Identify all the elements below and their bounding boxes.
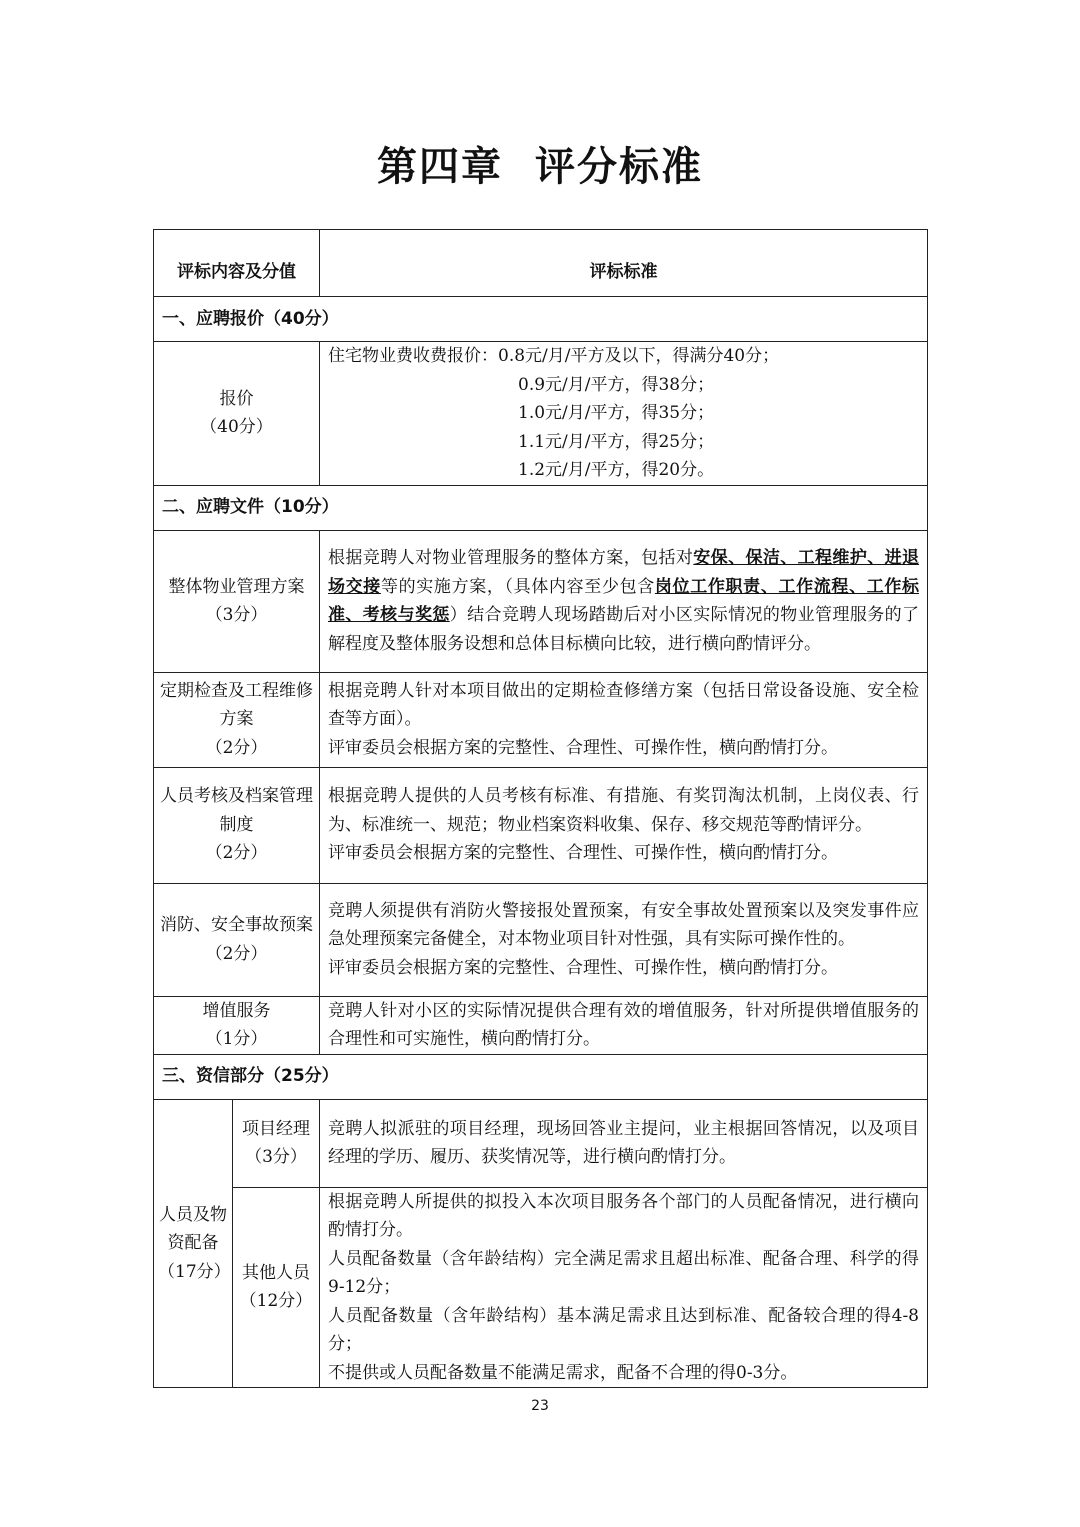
criteria-emphasis: 安保、保洁、工程维护、进退场交接: [328, 548, 920, 597]
label-score: （3分）: [245, 1147, 307, 1167]
criteria-text: 人员配备数量（含年龄结构）基本满足需求且达到标准、配备较合理的得4-8分；: [328, 1305, 919, 1354]
table-row: [154, 996, 928, 1054]
section-row: [154, 297, 928, 342]
criteria-text: 评审委员会根据方案的完整性、合理性、可操作性，横向酌情打分。: [328, 843, 838, 864]
criteria-text: 评审委员会根据方案的完整性、合理性、可操作性，横向酌情打分。: [328, 737, 838, 758]
table-row: [154, 1187, 928, 1388]
page-title: 第四章 评分标准: [377, 144, 703, 190]
criteria-inspection: [320, 672, 928, 767]
criteria-text: 竞聘人须提供有消防火警接报处置预案，有安全事故处置预案以及突发事件应急处理预案完备健全，对本物业项目针对性强，具有实际可操作性的。: [328, 900, 919, 950]
criteria-text: 竞聘人针对小区的实际情况提供合理有效的增值服务，针对所提供增值服务的合理性和可实施性，横向酌情打分。: [328, 1000, 919, 1049]
label-score: （12分）: [239, 1291, 313, 1312]
label-score: （17分）: [158, 1261, 231, 1282]
criteria-text: 评审委员会根据方案的完整性、合理性、可操作性，横向酌情打分。: [328, 957, 838, 978]
criteria-text: 等的实施方案，（具体内容至少包含: [380, 576, 655, 597]
section-title-docs: 二、应聘文件（10分）: [154, 485, 928, 530]
label-score: （3分）: [205, 605, 268, 625]
price-line: 1.2元/月/平方，得20分。: [518, 460, 715, 480]
criteria-text: 竞聘人拟派驻的项目经理，现场回答业主提问，业主根据回答情况，以及项目经理的学历、履历、获奖情况等，进行横向酌情打分。: [328, 1118, 919, 1167]
criteria-text: 人员配备数量（含年龄结构）完全满足需求且超出标准、配备合理、科学的得9-12分；: [328, 1248, 919, 1297]
criteria-emergency-plan: [320, 883, 928, 996]
criteria-text: 根据竞聘人所提供的拟投入本次项目服务各个部门的人员配备情况，进行横向酌情打分。: [328, 1191, 919, 1240]
price-line: 住宅物业费收费报价：0.8元/月/平方及以下，得满分40分；: [328, 346, 780, 366]
label-text: 人员考核及档案管理制度: [160, 786, 313, 835]
criteria-price: [320, 342, 928, 486]
criteria-overall-plan: [320, 530, 928, 672]
label-text: 增值服务: [202, 1000, 271, 1021]
row-label-other-staff: [233, 1187, 320, 1388]
table-row: [154, 883, 928, 996]
criteria-other-staff: [320, 1187, 928, 1388]
row-label-staff-assessment: [154, 767, 320, 883]
label-score: （2分）: [205, 943, 268, 964]
row-label-project-manager: [233, 1099, 320, 1187]
section-title-credentials: 三、资信部分（25分）: [154, 1054, 928, 1099]
row-label-emergency-plan: [154, 883, 320, 996]
criteria-text: 不提供或人员配备数量不能满足需求，配备不合理的得0-3分。: [328, 1362, 798, 1383]
header-criteria: 评标标准: [320, 230, 928, 297]
row-label-price: [154, 342, 320, 486]
label-text: 整体物业管理方案: [168, 576, 305, 597]
price-line: 0.9元/月/平方，得38分；: [518, 374, 715, 395]
label-score: （40分）: [200, 417, 273, 438]
section-row: [154, 1054, 928, 1099]
price-line: 1.0元/月/平方，得35分；: [518, 403, 715, 423]
table-row: [154, 767, 928, 883]
row-label-staff-group: [154, 1099, 233, 1388]
row-label-inspection: [154, 672, 320, 767]
page-number: 23: [531, 1398, 549, 1414]
label-text: 报价: [219, 388, 254, 409]
label-text: 其他人员: [242, 1262, 310, 1283]
row-label-overall-plan: [154, 530, 320, 672]
table-row: [154, 530, 928, 672]
label-score: （1分）: [205, 1029, 268, 1049]
label-text: 消防、安全事故预案: [160, 915, 313, 935]
criteria-project-manager: [320, 1099, 928, 1187]
criteria-value-added: [320, 996, 928, 1054]
header-content-score: 评标内容及分值: [154, 230, 320, 297]
table-row: [154, 342, 928, 486]
criteria-staff-assessment: [320, 767, 928, 883]
scoring-table: [153, 229, 928, 1388]
label-score: （2分）: [205, 737, 268, 758]
criteria-text: 根据竞聘人提供的人员考核有标准、有措施、有奖罚淘汰机制，上岗仪表、行为、标准统一、规范；物业档案资料收集、保存、移交规范等酌情评分。: [328, 786, 919, 835]
table-header-row: [154, 230, 928, 297]
label-text: 项目经理: [242, 1118, 310, 1139]
section-title-price: 一、应聘报价（40分）: [154, 297, 928, 342]
label-text: 人员及物资配备: [159, 1204, 227, 1253]
table-row: [154, 1099, 928, 1187]
criteria-emphasis: 岗位工作职责、工作流程、工作标准、考核与奖惩: [328, 576, 920, 625]
criteria-text: ）结合竞聘人现场踏勘后对小区实际情况的物业管理服务的了解程度及整体服务设想和总体目标横向比较，进行横向酌情评分。: [328, 605, 920, 654]
label-score: （2分）: [205, 843, 268, 864]
criteria-text: 根据竞聘人针对本项目做出的定期检查修缮方案（包括日常设备设施、安全检查等方面）。: [328, 680, 919, 730]
label-text: 定期检查及工程维修方案: [160, 680, 313, 730]
section-row: [154, 485, 928, 530]
table-row: [154, 672, 928, 767]
price-line: 1.1元/月/平方，得25分；: [518, 431, 715, 452]
criteria-text: 根据竞聘人对物业管理服务的整体方案，包括对: [328, 548, 694, 568]
row-label-value-added: [154, 996, 320, 1054]
